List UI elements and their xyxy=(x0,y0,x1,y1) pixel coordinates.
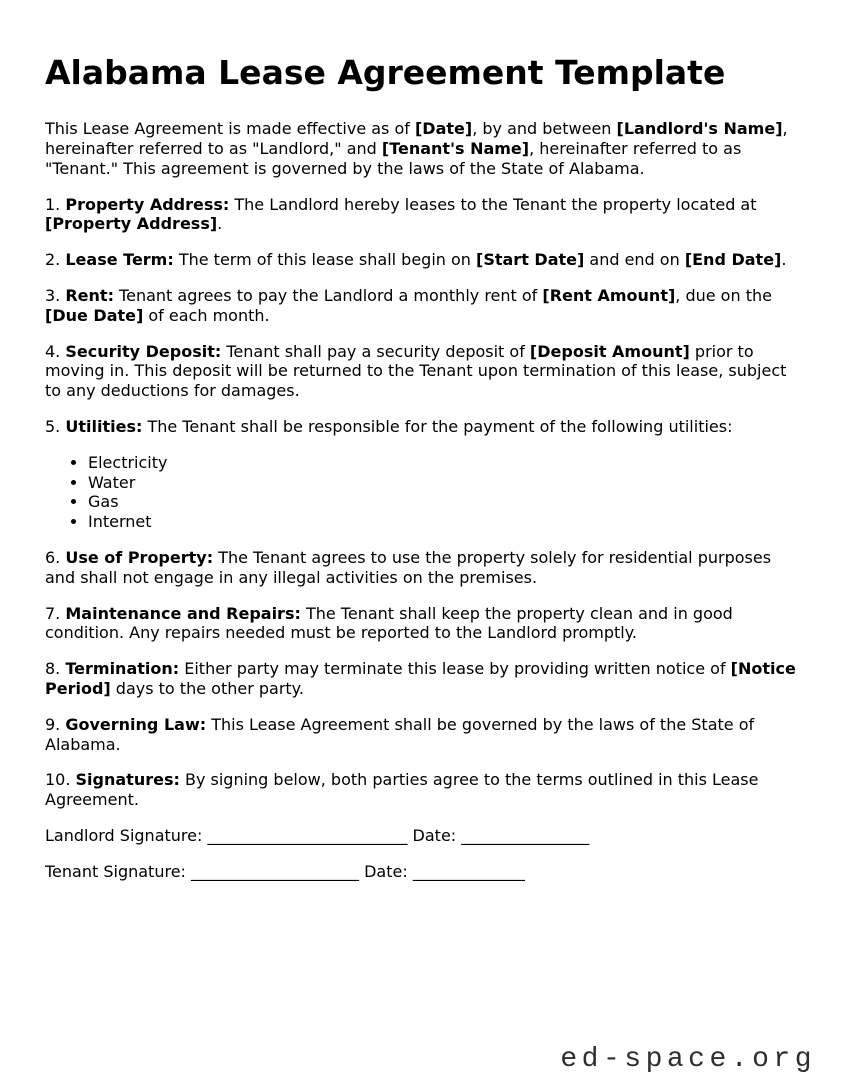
clause-signatures xyxy=(45,770,799,810)
text-run: Property Address: xyxy=(65,194,230,214)
tenant-signature-line: _____________________ xyxy=(191,861,360,881)
landlord-signature-line: _________________________ xyxy=(207,825,408,845)
text-run: , by and between xyxy=(472,119,617,139)
text-run: . xyxy=(217,214,223,234)
text-run: . xyxy=(781,250,787,270)
text-run: , hereinafter referred to as "Landlord," and xyxy=(45,119,788,159)
text-run: prior to moving in. This deposit will be returned to the Tenant upon termination of this lease, subject to any deductions for damages. xyxy=(45,341,787,401)
text-run: The Landlord hereby leases to the Tenant the property located at xyxy=(229,194,757,214)
text-run: [Start Date] xyxy=(476,250,585,270)
text-run: Rent: xyxy=(65,286,114,306)
clause-property-address xyxy=(45,195,799,235)
text-run: of each month. xyxy=(143,305,270,325)
text-run: [Date] xyxy=(414,119,473,139)
tenant-signature-label: Tenant Signature: xyxy=(45,861,192,881)
text-run: and end on xyxy=(584,250,685,270)
text-run: Utilities: xyxy=(65,417,143,437)
text-run: 10. xyxy=(45,770,76,790)
text-run: Maintenance and Repairs: xyxy=(65,603,301,623)
text-run: , hereinafter referred to as "Tenant." This agreement is governed by the laws of the State of Alabama. xyxy=(45,139,742,178)
text-run: Either party may terminate this lease by providing written notice of xyxy=(179,659,731,679)
text-run: By signing below, both parties agree to the terms outlined in this Lease Agreement. xyxy=(45,770,759,810)
text-run: 5. xyxy=(45,417,66,437)
text-run: 9. xyxy=(45,714,66,734)
text-run: [End Date] xyxy=(684,250,782,270)
utility-item: • Water xyxy=(88,473,799,493)
text-run: [Rent Amount] xyxy=(542,286,676,306)
text-run: The Tenant agrees to use the property solely for residential purposes and shall not engage in any illegal activities on the premises. xyxy=(45,548,772,587)
tenant-date-label: Date: xyxy=(359,861,413,881)
clause-maintenance-repairs xyxy=(45,604,799,644)
text-run: This Lease Agreement shall be governed by the laws of the State of Alabama. xyxy=(45,714,755,754)
text-run: The Tenant shall be responsible for the payment of the following utilities: xyxy=(142,417,733,437)
text-run: 2. xyxy=(45,250,66,270)
text-run: days to the other party. xyxy=(110,678,304,698)
text-run: [Notice Period] xyxy=(45,659,796,698)
clause-rent xyxy=(45,286,799,326)
text-run: Lease Term: xyxy=(65,250,174,270)
text-run: Tenant shall pay a security deposit of xyxy=(221,341,530,361)
text-run: [Due Date] xyxy=(45,305,144,325)
landlord-signature-row xyxy=(45,826,799,846)
text-run: Use of Property: xyxy=(65,548,214,567)
text-run: Termination: xyxy=(65,659,180,679)
document-title: Alabama Lease Agreement Template xyxy=(45,53,726,92)
landlord-date-line: ________________ xyxy=(461,825,590,845)
text-run: Tenant agrees to pay the Landlord a monthly rent of xyxy=(113,286,543,306)
clause-use-of-property xyxy=(45,548,799,588)
utility-item: • Gas xyxy=(88,492,799,512)
tenant-signature-row xyxy=(45,862,799,882)
text-run: 3. xyxy=(45,286,66,306)
text-run: 4. xyxy=(45,341,66,361)
text-run: The Tenant shall keep the property clean and in good condition. Any repairs needed must be reported to the Landlord promptly. xyxy=(45,603,733,643)
utilities-list xyxy=(45,453,799,532)
clause-termination xyxy=(45,659,799,699)
utility-item: • Internet xyxy=(88,512,799,532)
tenant-date-line: ______________ xyxy=(412,861,525,881)
text-run: Governing Law: xyxy=(65,714,207,734)
clause-security-deposit xyxy=(45,342,799,401)
text-run: This Lease Agreement is made effective as of xyxy=(45,119,415,139)
text-run: [Tenant's Name] xyxy=(381,139,530,159)
text-run: Security Deposit: xyxy=(65,341,222,361)
text-run: 6. xyxy=(45,548,66,567)
clause-utilities xyxy=(45,417,799,437)
site-watermark: ed-space.org xyxy=(560,1044,816,1076)
clause-governing-law xyxy=(45,715,799,755)
intro-paragraph xyxy=(45,119,799,178)
text-run: 7. xyxy=(45,603,66,623)
text-run: 8. xyxy=(45,659,66,679)
text-run: [Deposit Amount] xyxy=(529,341,690,361)
text-run: [Landlord's Name] xyxy=(616,119,783,139)
utility-item: • Electricity xyxy=(88,453,799,473)
landlord-date-label: Date: xyxy=(407,825,462,845)
text-run: 1. xyxy=(45,194,66,214)
text-run: The term of this lease shall begin on xyxy=(173,250,477,270)
landlord-signature-label: Landlord Signature: xyxy=(45,825,208,845)
text-run: , due on the xyxy=(675,286,772,306)
clause-lease-term xyxy=(45,250,799,270)
text-run: [Property Address] xyxy=(45,214,218,234)
text-run: Signatures: xyxy=(75,770,180,790)
